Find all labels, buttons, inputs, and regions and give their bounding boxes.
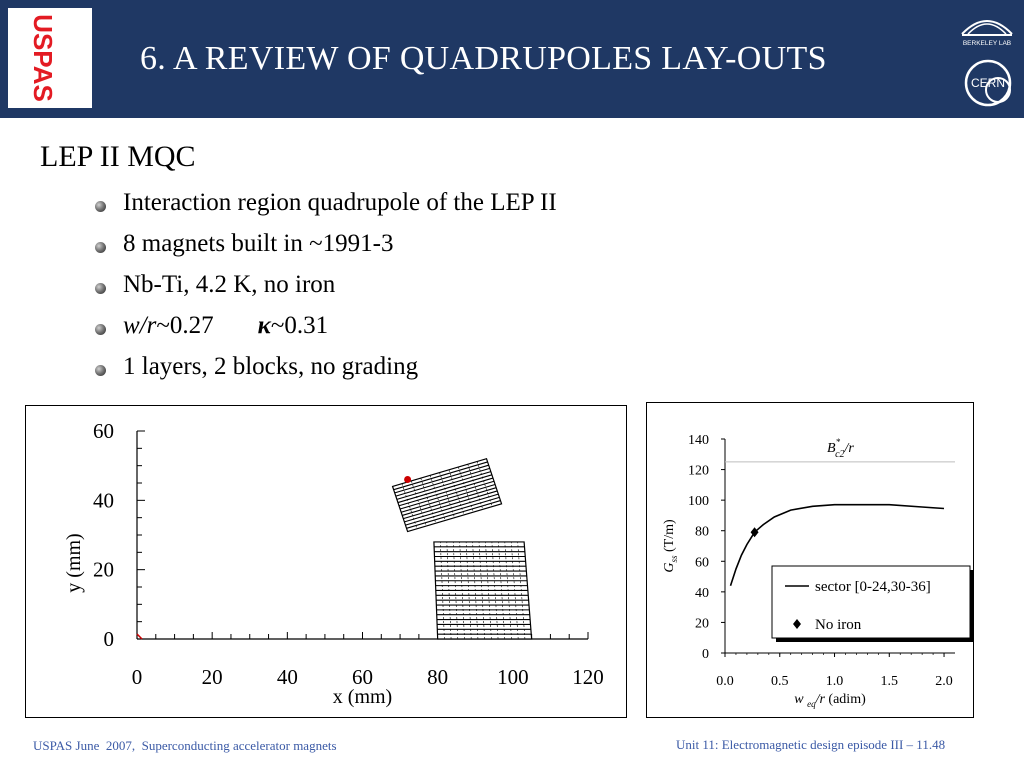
x-tick-label: 1.0 [825,674,844,689]
y-tick-label: 0 [103,627,114,651]
x-axis-title: w $_{eq}$/r (adim) [794,692,866,709]
y-tick-label: 140 [688,433,709,448]
x-axis-title: x (mm) [332,686,393,708]
gradient-vs-width-chart [646,402,974,718]
y-tick-label: 40 [93,488,114,513]
x-tick-label: 0.0 [716,674,734,689]
legend-box [772,566,970,638]
y-tick-label: 100 [688,494,709,510]
x-tick-label: 2.0 [935,674,953,689]
bullet-icon [95,242,106,253]
footer-course: USPAS June 2007, Superconducting accelerator magnets [33,738,337,753]
x-tick-label: 60 [352,665,373,689]
y-tick-label: 60 [695,555,709,571]
x-tick-label: 40 [276,665,298,689]
y-tick-label: 120 [688,463,709,479]
x-tick-label: 20 [201,665,223,689]
berkeley-lab-logo [954,4,1020,48]
x-tick-label: 100 [497,665,529,689]
x-tick-label: 0 [131,665,143,689]
svg-text:CERN: CERN [970,76,1006,90]
list-item: 1 layers, 2 blocks, no grading [92,348,557,389]
list-item: Interaction region quadrupole of the LEP II [92,184,557,225]
x-tick-label: 0.5 [771,674,789,689]
origin-marker [137,634,142,639]
reference-line-label: B* c2/r [827,436,854,460]
y-tick-label: 20 [93,557,114,582]
y-axis-title: $G_{ss}$ (T/m) [662,519,679,573]
y-tick-label: 80 [695,524,709,540]
gradient-chart-svg [647,403,973,717]
bullet-icon [95,365,106,376]
uspas-logo [8,8,92,108]
legend [772,566,973,642]
y-tick-label: 0 [702,647,709,662]
bullet-icon [95,283,106,294]
cern-logo [958,50,1018,116]
section-heading: LEP II MQC [40,140,196,173]
x-tick-label: 1.5 [880,674,899,689]
list-item: 8 magnets built in ~1991-3 [92,225,557,266]
legend-label-sector: sector [0-24,30-36] [815,579,931,595]
legend-label-no-iron: No iron [815,617,862,633]
y-axis-title: y (mm) [63,533,85,593]
list-item: Nb-Ti, 4.2 K, no iron [92,266,557,307]
footer-unit: Unit 11: Electromagnetic design episode III – 11.48 [676,737,946,752]
list-item: w/r~0.27 κ~0.31 [92,307,557,348]
svg-text:BERKELEY LAB: BERKELEY LAB [962,40,1012,47]
y-tick-label: 40 [695,585,709,601]
header-bar [0,0,1024,118]
coil-chart-svg [26,406,626,717]
bullet-icon [95,324,106,335]
bullet-list [92,184,557,389]
reference-point-marker [404,476,411,483]
x-tick-label: 120 [572,665,604,689]
y-tick-label: 60 [93,419,114,443]
svg-text:USPAS: USPAS [28,14,58,102]
x-tick-label: 80 [427,665,449,689]
y-tick-label: 20 [695,616,709,632]
coil-cross-section-chart [25,405,627,718]
coil-block [393,459,502,532]
bullet-icon [95,201,106,212]
slide-title: 6. A REVIEW OF QUADRUPOLES LAY-OUTS [140,40,827,77]
coil-block [434,542,532,639]
